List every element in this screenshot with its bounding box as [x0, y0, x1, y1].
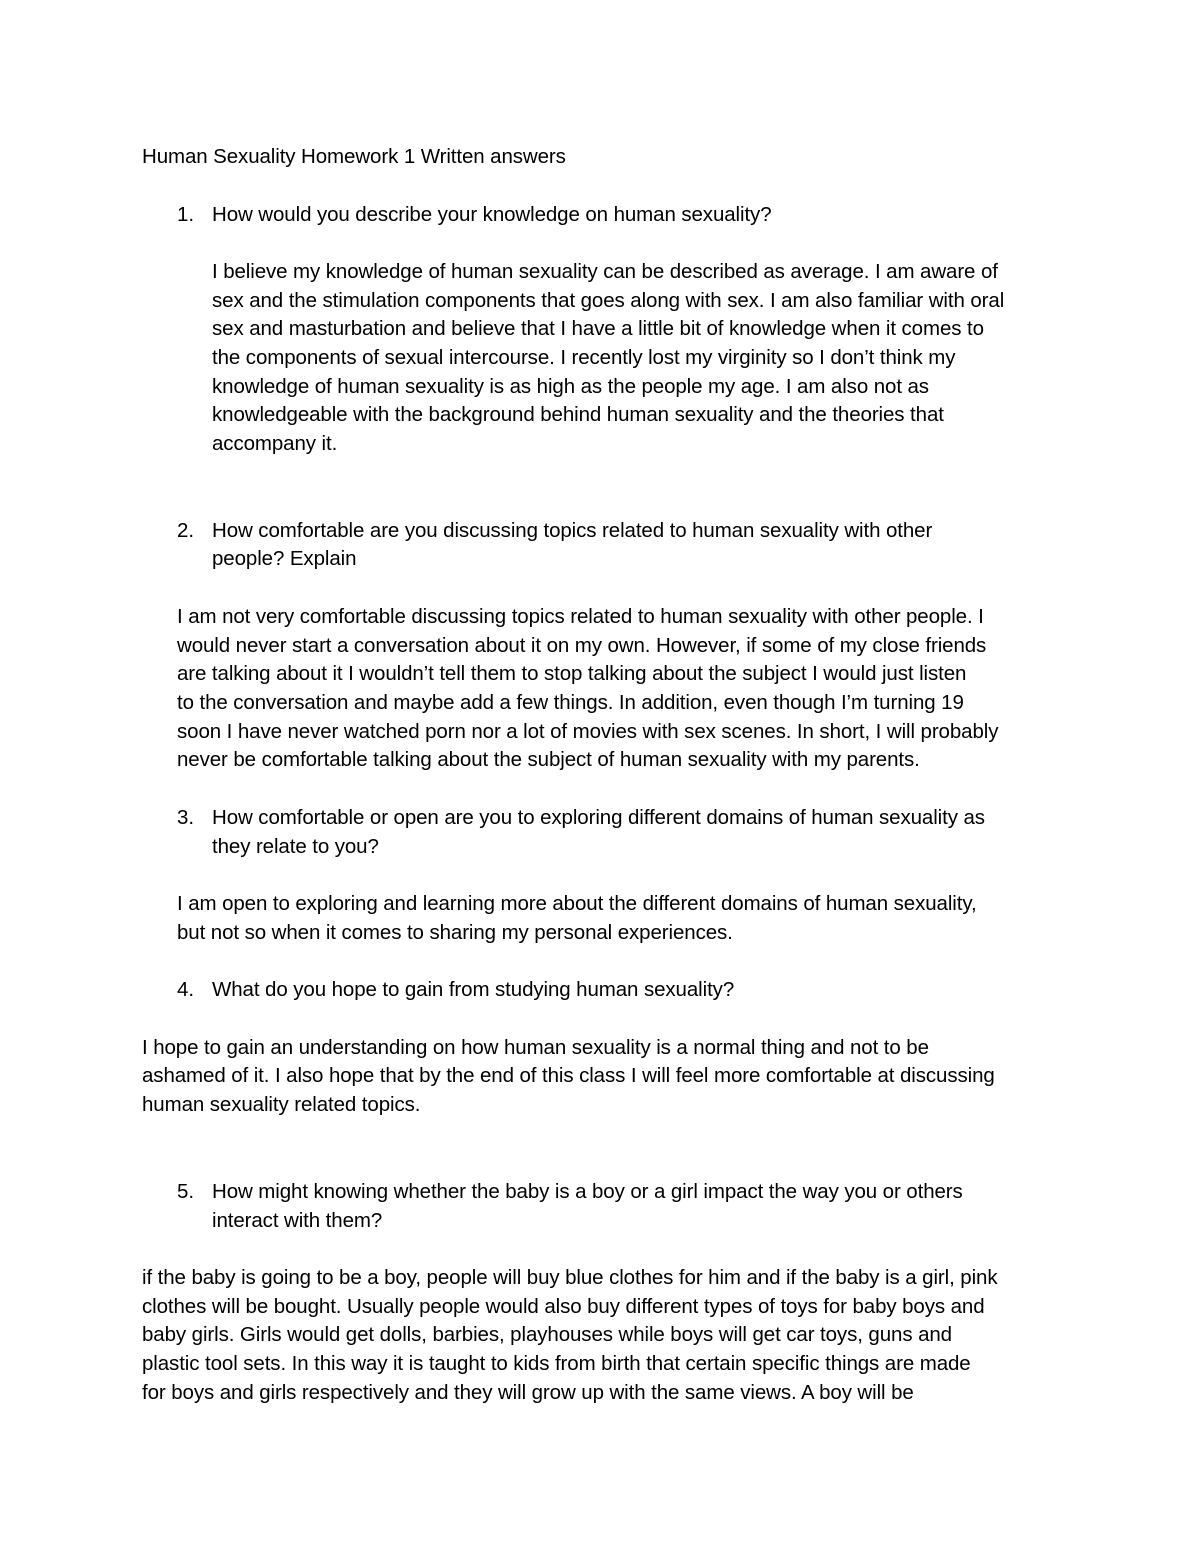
question-text: they relate to you?: [212, 835, 379, 858]
answer-line: but not so when it comes to sharing my personal experiences.: [177, 921, 733, 944]
answer-line: I hope to gain an understanding on how human sexuality is a normal thing and not to be: [142, 1036, 929, 1059]
answer-line: for boys and girls respectively and they will grow up with the same views. A boy will be: [142, 1381, 914, 1404]
question-text: interact with them?: [212, 1209, 383, 1232]
answer-line: I am not very comfortable discussing topics related to human sexuality with other people. I: [177, 605, 984, 628]
question-number: 2.: [177, 519, 195, 542]
answer-line: human sexuality related topics.: [142, 1093, 421, 1116]
question-number: 1.: [177, 203, 195, 226]
document-title: Human Sexuality Homework 1 Written answers: [142, 145, 566, 168]
question-text: What do you hope to gain from studying human sexuality?: [212, 978, 735, 1001]
question-number: 4.: [177, 978, 195, 1001]
answer-line: knowledgeable with the background behind human sexuality and the theories that: [212, 403, 944, 426]
answer-line: soon I have never watched porn nor a lot of movies with sex scenes. In short, I will probably: [177, 720, 999, 743]
answer-line: sex and the stimulation components that goes along with sex. I am also familiar with oral: [212, 289, 1005, 312]
answer-line: baby girls. Girls would get dolls, barbies, playhouses while boys will get car toys, guns and: [142, 1323, 952, 1346]
answer-line: ashamed of it. I also hope that by the end of this class I will feel more comfortable at discussing: [142, 1064, 995, 1087]
question-number: 5.: [177, 1180, 195, 1203]
answer-line: are talking about it I wouldn’t tell them to stop talking about the subject I would just listen: [177, 662, 967, 685]
answer-line: sex and masturbation and believe that I have a little bit of knowledge when it comes to: [212, 317, 984, 340]
answer-line: to the conversation and maybe add a few things. In addition, even though I’m turning 19: [177, 691, 964, 714]
question-text: How might knowing whether the baby is a boy or a girl impact the way you or others: [212, 1180, 963, 1203]
answer-line: never be comfortable talking about the subject of human sexuality with my parents.: [177, 748, 920, 771]
question-text: How comfortable are you discussing topics related to human sexuality with other: [212, 519, 933, 542]
answer-line: plastic tool sets. In this way it is taught to kids from birth that certain specific things are made: [142, 1352, 971, 1375]
question-text: How comfortable or open are you to exploring different domains of human sexuality as: [212, 806, 985, 829]
question-text: people? Explain: [212, 547, 357, 570]
answer-line: would never start a conversation about it on my own. However, if some of my close friends: [177, 634, 987, 657]
answer-line: the components of sexual intercourse. I recently lost my virginity so I don’t think my: [212, 346, 956, 369]
answer-line: if the baby is going to be a boy, people will buy blue clothes for him and if the baby is a girl, pink: [142, 1266, 998, 1289]
answer-line: I am open to exploring and learning more about the different domains of human sexuality,: [177, 892, 977, 915]
answer-line: knowledge of human sexuality is as high as the people my age. I am also not as: [212, 375, 929, 398]
question-text: How would you describe your knowledge on human sexuality?: [212, 203, 772, 226]
question-number: 3.: [177, 806, 195, 829]
answer-line: clothes will be bought. Usually people would also buy different types of toys for baby boys and: [142, 1295, 985, 1318]
answer-line: I believe my knowledge of human sexuality can be described as average. I am aware of: [212, 260, 998, 283]
answer-line: accompany it.: [212, 432, 338, 455]
